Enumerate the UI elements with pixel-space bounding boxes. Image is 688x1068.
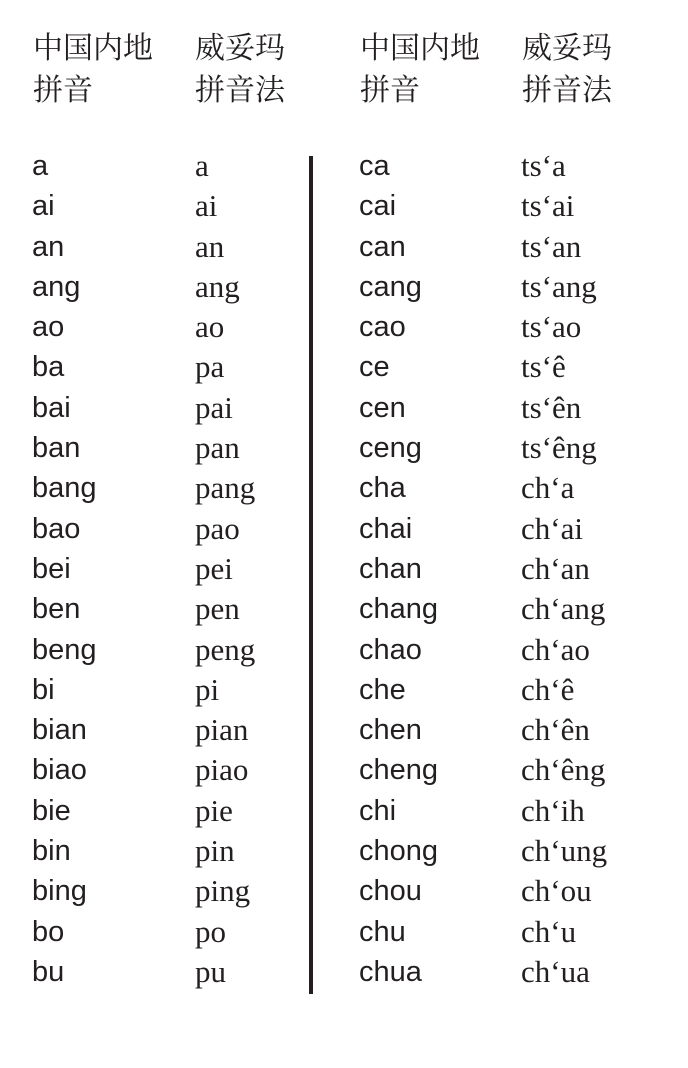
table-cell: piao (195, 752, 249, 788)
table-cell: an (32, 230, 65, 263)
table-cell: ang (195, 268, 240, 304)
table-cell: ts‘an (521, 228, 582, 264)
table-cell: ao (195, 309, 225, 345)
table-cell: ch‘ua (521, 953, 590, 989)
table-cell: pan (195, 430, 240, 466)
table-cell: can (359, 230, 406, 263)
table-cell: chu (359, 915, 406, 948)
table-cell: chang (359, 593, 439, 626)
table-cell: cha (359, 472, 406, 505)
right-pinyin-column (359, 146, 438, 992)
table-cell: ts‘ang (521, 268, 597, 304)
header-line: 威妥玛 (522, 31, 612, 66)
table-cell: bian (32, 714, 87, 747)
table-cell: chou (359, 875, 422, 908)
table-cell: pie (195, 792, 233, 828)
table-cell: ce (359, 351, 390, 384)
table-cell: bang (32, 472, 97, 505)
right-wade-column (521, 146, 607, 992)
table-cell: ch‘u (521, 913, 577, 949)
table-cell: beng (32, 633, 97, 666)
left-wade-column (195, 146, 255, 992)
header-right-pinyin (360, 28, 480, 112)
table-cell: pu (195, 953, 226, 989)
table-cell: ch‘ao (521, 631, 590, 667)
table-cell: ba (32, 351, 65, 384)
table-cell: peng (195, 631, 256, 667)
table-cell: ts‘a (521, 148, 566, 183)
table-cell: bo (32, 915, 65, 948)
table-cell: ceng (359, 432, 422, 465)
table-cell: ch‘ih (521, 792, 585, 828)
table-cell: ts‘ê (521, 349, 566, 385)
table-cell: ch‘a (521, 470, 575, 506)
table-cell: pa (195, 349, 225, 385)
table-cell: a (32, 150, 49, 182)
table-cell: pen (195, 591, 240, 627)
table-cell: chao (359, 633, 422, 666)
table-cell: chai (359, 512, 413, 545)
table-cell: pian (195, 712, 249, 748)
table-cell: bao (32, 512, 81, 545)
header-right-wade (522, 28, 612, 112)
table-cell: pin (195, 833, 235, 869)
table-cell: ch‘ang (521, 591, 606, 627)
table-cell: bin (32, 835, 71, 868)
table-cell: ca (359, 150, 390, 182)
table-cell: bu (32, 955, 65, 988)
table-cell: che (359, 673, 406, 706)
table-cell: ai (32, 190, 55, 223)
table-cell: pi (195, 671, 220, 707)
table-cell: chen (359, 714, 422, 747)
table-cell: ts‘ao (521, 309, 582, 345)
table-cell: a (195, 148, 209, 183)
table-cell: biao (32, 754, 87, 787)
table-cell: an (195, 228, 225, 264)
table-cell: chan (359, 552, 422, 585)
table-cell: cen (359, 391, 406, 424)
table-cell: ch‘êng (521, 752, 606, 788)
table-cell: chong (359, 835, 439, 868)
table-cell: ts‘ên (521, 389, 582, 425)
table-cell: bai (32, 391, 71, 424)
table-cell: cheng (359, 754, 439, 787)
header-left-wade (195, 28, 285, 112)
table-cell: chi (359, 794, 397, 827)
header-left-pinyin (33, 28, 153, 112)
table-cell: ang (32, 270, 81, 303)
table-cell: cai (359, 190, 397, 223)
header-line: 中国内地 (360, 31, 480, 66)
header-line: 拼音法 (195, 73, 285, 108)
column-divider (309, 156, 313, 994)
table-cell: ch‘an (521, 550, 590, 586)
header-line: 拼音 (360, 73, 420, 108)
table-cell: ts‘ai (521, 188, 575, 224)
table-cell: ai (195, 188, 218, 224)
table-cell: bie (32, 794, 71, 827)
table-cell: ch‘ên (521, 712, 590, 748)
table-cell: bing (32, 875, 87, 908)
header-line: 中国内地 (33, 31, 153, 66)
table-cell: pai (195, 389, 233, 425)
table-cell: chua (359, 955, 422, 988)
table-cell: cao (359, 311, 406, 344)
table-cell: ping (195, 873, 251, 909)
table-cell: ch‘ai (521, 510, 583, 546)
table-cell: po (195, 913, 226, 949)
table-cell: ben (32, 593, 81, 626)
table-cell: bei (32, 552, 71, 585)
header-line: 拼音 (33, 73, 93, 108)
table-cell: pang (195, 470, 256, 506)
header-line: 威妥玛 (195, 31, 285, 66)
table-cell: ban (32, 432, 81, 465)
table-cell: pei (195, 550, 233, 586)
table-cell: ts‘êng (521, 430, 597, 466)
table-cell: ao (32, 311, 65, 344)
table-cell: pao (195, 510, 240, 546)
table-cell: ch‘ou (521, 873, 592, 909)
table-cell: bi (32, 673, 55, 706)
table-cell: ch‘ung (521, 833, 608, 869)
table-cell: ch‘ê (521, 671, 575, 707)
header-line: 拼音法 (522, 73, 612, 108)
left-pinyin-column (32, 146, 97, 992)
table-cell: cang (359, 270, 422, 303)
